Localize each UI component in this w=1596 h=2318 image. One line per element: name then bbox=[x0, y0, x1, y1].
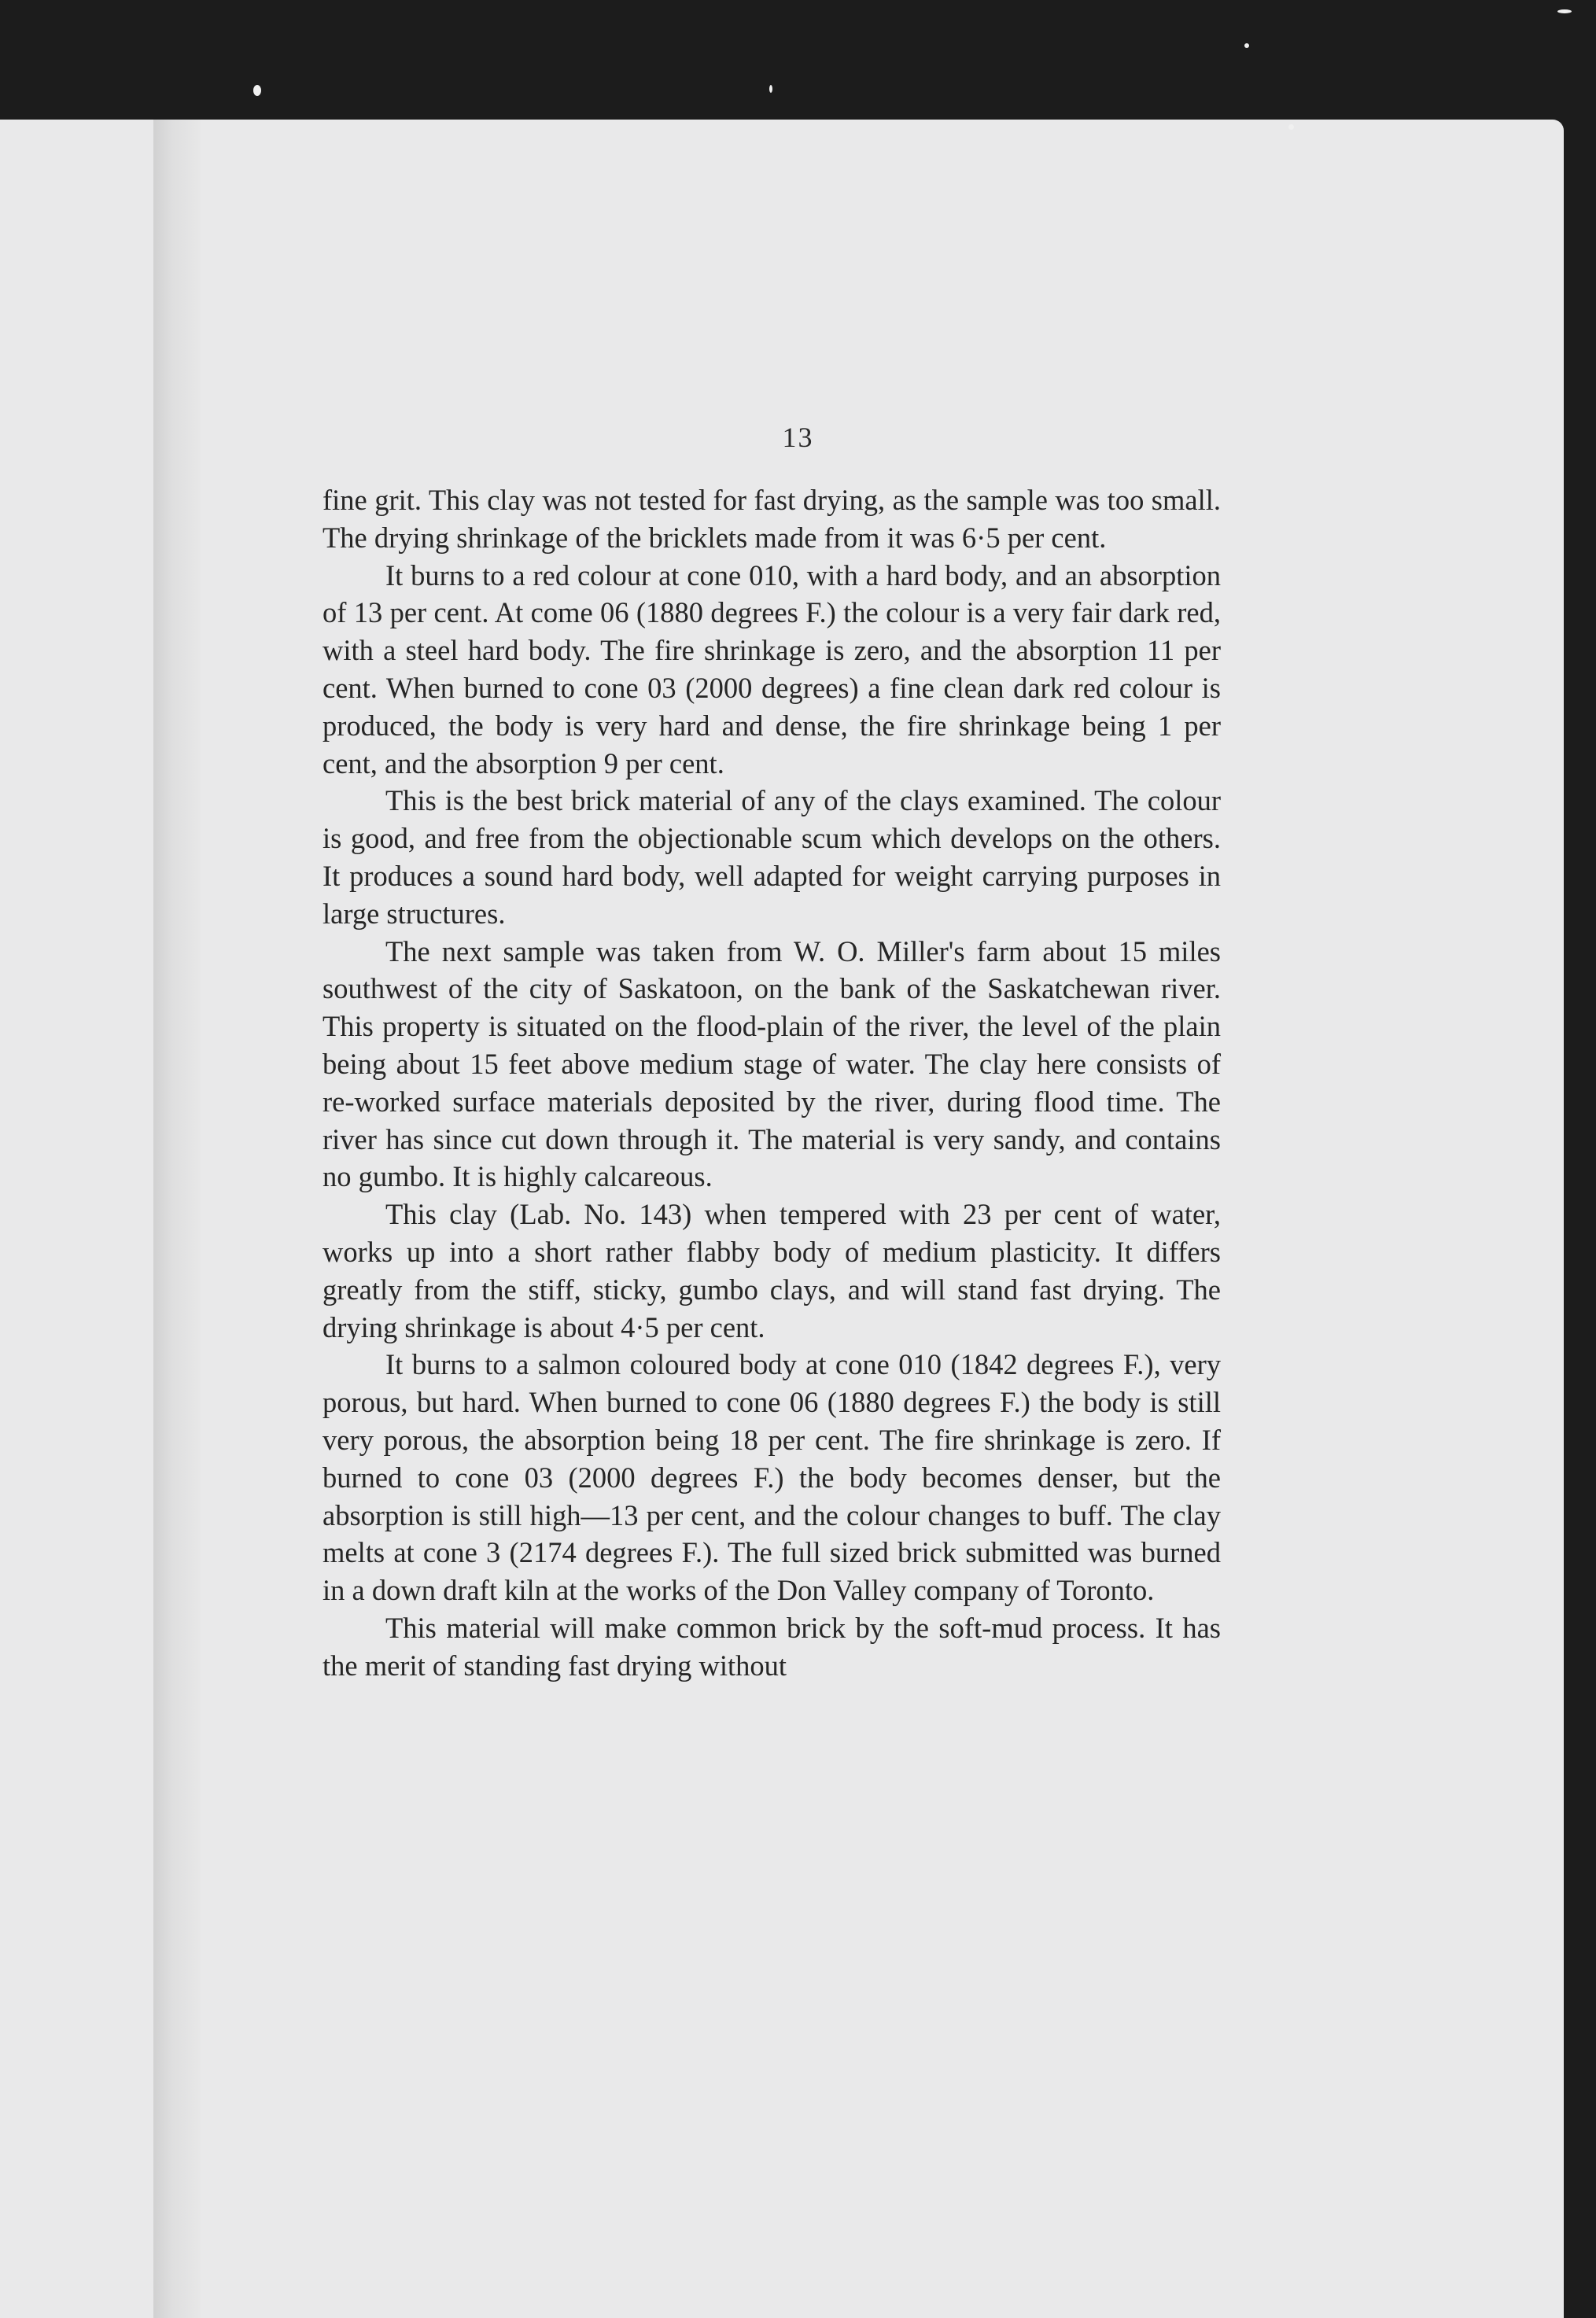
paragraph: This material will make common brick by the soft-mud process. It has the merit of standing fast drying without bbox=[323, 1611, 1221, 1682]
paragraph: It burns to a salmon coloured body at cone 010 (1842 degrees F.), very porous, but hard. When burned to cone 06 (1880 degrees F.) the body is still very porous, the absorption being 18 per cent. The fire shrinkage is zero. If burned to cone 03 (2000 degrees F.) the body becomes denser, but the absorption is still high—13 per cent, and the colour changes to buff. The clay melts at cone 3 (2174 degrees F.). The full sized brick submitted was burned in a down draft kiln at the works of the Don Valley company of Toronto. bbox=[323, 1348, 1221, 1607]
dust-speck bbox=[253, 85, 261, 96]
dust-speck bbox=[769, 85, 772, 93]
page-number: 13 bbox=[782, 422, 814, 453]
paragraph: It burns to a red colour at cone 010, with a hard body, and an absorption of 13 per cent. At come 06 (1880 degrees F.) the colour is a very fair dark red, with a steel hard body. The fire shrinkage is zero, and the absorption 11 per cent. When burned to cone 03 (2000 degrees) a fine clean dark red colour is produced, the body is very hard and dense, the fire shrinkage being 1 per cent, and the absorption 9 per cent. bbox=[323, 558, 1221, 779]
dust-speck bbox=[1288, 124, 1294, 130]
paragraph: The next sample was taken from W. O. Miller's farm about 15 miles southwest of the city of Saskatoon, on the bank of the Saskatchewan river. This property is situated on the flood-plain of the river, the level of the plain being about 15 feet above medium stage of water. The clay here consists of re-worked surface materials deposited by the river, during flood time. The river has since cut down through it. The material is very sandy, and contains no gumbo. It is highly calcareous. bbox=[323, 934, 1221, 1193]
dust-speck bbox=[1244, 43, 1249, 48]
page-body-text bbox=[323, 481, 1221, 1685]
paragraph: This is the best brick material of any of the clays examined. The colour is good, and free from the objectionable scum which develops on the others. It produces a sound hard body, well adapted for weight carrying purposes in large structures. bbox=[323, 784, 1221, 930]
paragraph: fine grit. This clay was not tested for fast drying, as the sample was too small. The drying shrinkage of the bricklets made from it was 6·5 per cent. bbox=[323, 484, 1221, 554]
dust-speck bbox=[1557, 9, 1572, 13]
page-right-margin-shadow bbox=[1564, 142, 1596, 2318]
paragraph: This clay (Lab. No. 143) when tempered with 23 per cent of water, works up into a short rather flabby body of medium plasticity. It differs greatly from the stiff, sticky, gumbo clays, and will stand fast drying. The drying shrinkage is about 4·5 per cent. bbox=[323, 1198, 1221, 1343]
